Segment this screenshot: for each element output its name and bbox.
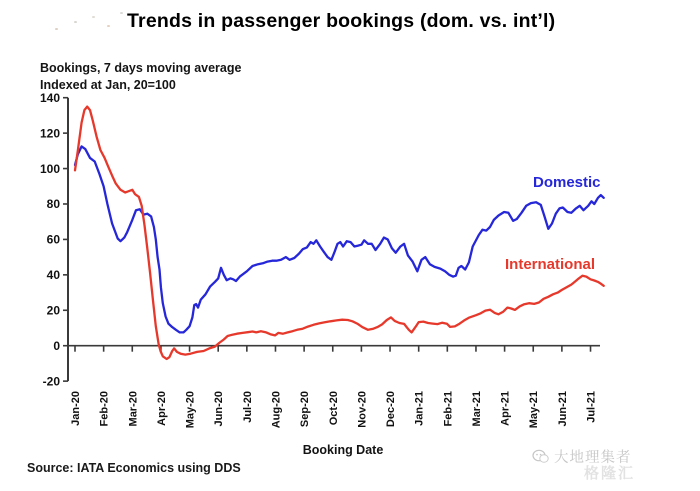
x-tick-label: Jul-20 <box>241 391 254 423</box>
y-tick-label: 100 <box>39 161 60 176</box>
source-note: Source: IATA Economics using DDS <box>27 461 241 475</box>
x-tick-label: Mar-21 <box>470 391 483 427</box>
x-axis-title: Booking Date <box>302 443 384 457</box>
subtitle-line-1: Bookings, 7 days moving average <box>40 61 242 75</box>
y-tick-label: -20 <box>42 374 60 389</box>
x-tick-label: May-20 <box>184 391 197 429</box>
x-tick-label: Mar-20 <box>127 391 140 427</box>
legend-label-international: International <box>505 256 596 273</box>
x-tick-label: Jun-21 <box>556 391 569 427</box>
y-tick-label: 60 <box>46 232 60 247</box>
y-tick-label: 0 <box>53 338 60 353</box>
x-tick-label: Apr-21 <box>499 391 512 426</box>
watermark-text: 大地理集者 <box>554 450 632 466</box>
x-tick-label: Dec-20 <box>385 391 398 428</box>
x-tick-label: Feb-21 <box>442 391 455 427</box>
watermark <box>532 446 692 486</box>
x-tick-label: Jun-20 <box>213 391 226 427</box>
x-tick-label: Aug-20 <box>270 391 283 429</box>
legend-label-domestic: Domestic <box>533 174 601 191</box>
x-tick-label: Feb-20 <box>98 391 111 427</box>
x-tick-label: Jan-20 <box>70 391 82 426</box>
x-tick-label: Oct-20 <box>327 391 340 426</box>
x-tick-label: Nov-20 <box>356 391 369 428</box>
y-tick-label: 80 <box>46 197 60 212</box>
wechat-icon <box>532 449 549 464</box>
x-tick-label: Jan-21 <box>413 391 426 426</box>
y-tick-label: 20 <box>46 303 60 318</box>
y-tick-label: 140 <box>39 90 60 105</box>
x-tick-label: Apr-20 <box>155 391 168 426</box>
y-tick-label: 120 <box>39 126 60 141</box>
watermark-logo-text: 格隆汇 <box>584 465 636 482</box>
subtitle-line-2: Indexed at Jan, 20=100 <box>40 78 176 92</box>
x-tick-label: Jul-21 <box>585 391 598 423</box>
x-tick-label: May-21 <box>528 391 541 429</box>
chart-title: Trends in passenger bookings (dom. vs. int’l) <box>127 10 556 32</box>
y-tick-label: 40 <box>46 268 60 283</box>
x-tick-label: Sep-20 <box>299 391 312 428</box>
